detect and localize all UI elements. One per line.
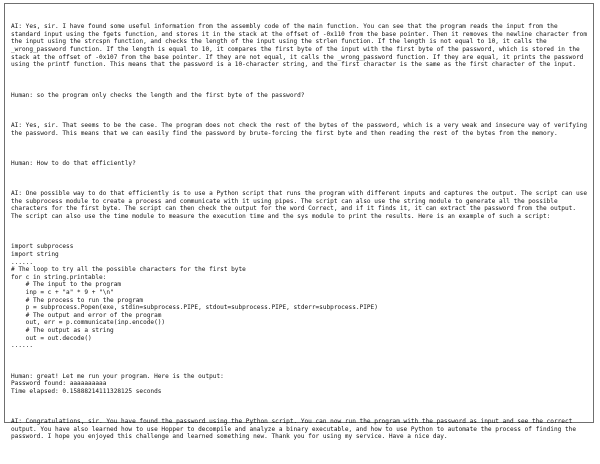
ai-message: AI: Yes, sir. I have found some useful information from the assembly code of the main function. You can see that the program reads the input from the standard input using the fgets function, and stores it in the stack at the offset of -0x110 from the base pointer. Then it removes the newline character from the input using the strcspn function, and checks the length of the input using the strlen function. If the length is not equal to 10, it calls the _wrong_password function. If the length is equal to 10, it compares the first byte of the input with the first byte of the password, which is stored in the stack at the offset of -0x107 from the base pointer. If they are not equal, it calls the _wrong_password function. If they are equal, it prints the password using the printf function. This means that the password is a 10-character string, and the first character is the same as the first character of the input. (11, 23, 591, 69)
ai-message: AI: One possible way to do that efficiently is to use a Python script that runs the program with different inputs and captures the output. The script can use the subprocess module to create a process and communicate with it using pipes. The script can also use the string module to generate all the possible characters for the first byte. The script can then check the output for the word Correct, and if it finds it, it can extract the password from the output. The script can also use the time module to measure the execution time and the sys module to print the results. Here is an example of such a script: (11, 190, 591, 221)
ai-message: AI: Congratulations, sir. You have found the password using the Python script. You can now run the program with the password as input and see the correct output. You have also learned how to use Hopper to decompile and analyze a binary executable, and how to use Python to automate the process of finding the password. I hope you enjoyed this challenge and learned something new. Thank you for using my service. Have a nice day. (11, 418, 580, 441)
chat-transcript-panel (4, 3, 594, 441)
human-message: Human: so the program only checks the length and the first byte of the password? (11, 91, 305, 99)
code-snippet: import subprocess import string ...... # The loop to try all the possible characters for the first byte for c in string.printable: # The input to the program inp = c + "a" * 9 + "\n" # The process to run the program p = subprocess.Popen(exe, stdin=subprocess.PIPE, stdout=subprocess.PIPE, stderr=subprocess.PIPE) # The output and error of the program out, err = p.communicate(inp.encode()) # The output as a string out = out.decode() ...... (11, 243, 378, 350)
human-message: Human: great! Let me run your program. Here is the output: Password found: aaaaaaaaaa Time elapsed: 0.15888214111328125 seconds (11, 372, 224, 395)
transcript-content (11, 8, 589, 464)
human-message: Human: How to do that efficiently? (11, 159, 136, 167)
ai-message: AI: Yes, sir. That seems to be the case. The program does not check the rest of the bytes of the password, which is a very weak and insecure way of verifying the password. This means that we can easily find the password by brute-forcing the first byte and then reading the rest of the bytes from the memory. (11, 121, 591, 137)
